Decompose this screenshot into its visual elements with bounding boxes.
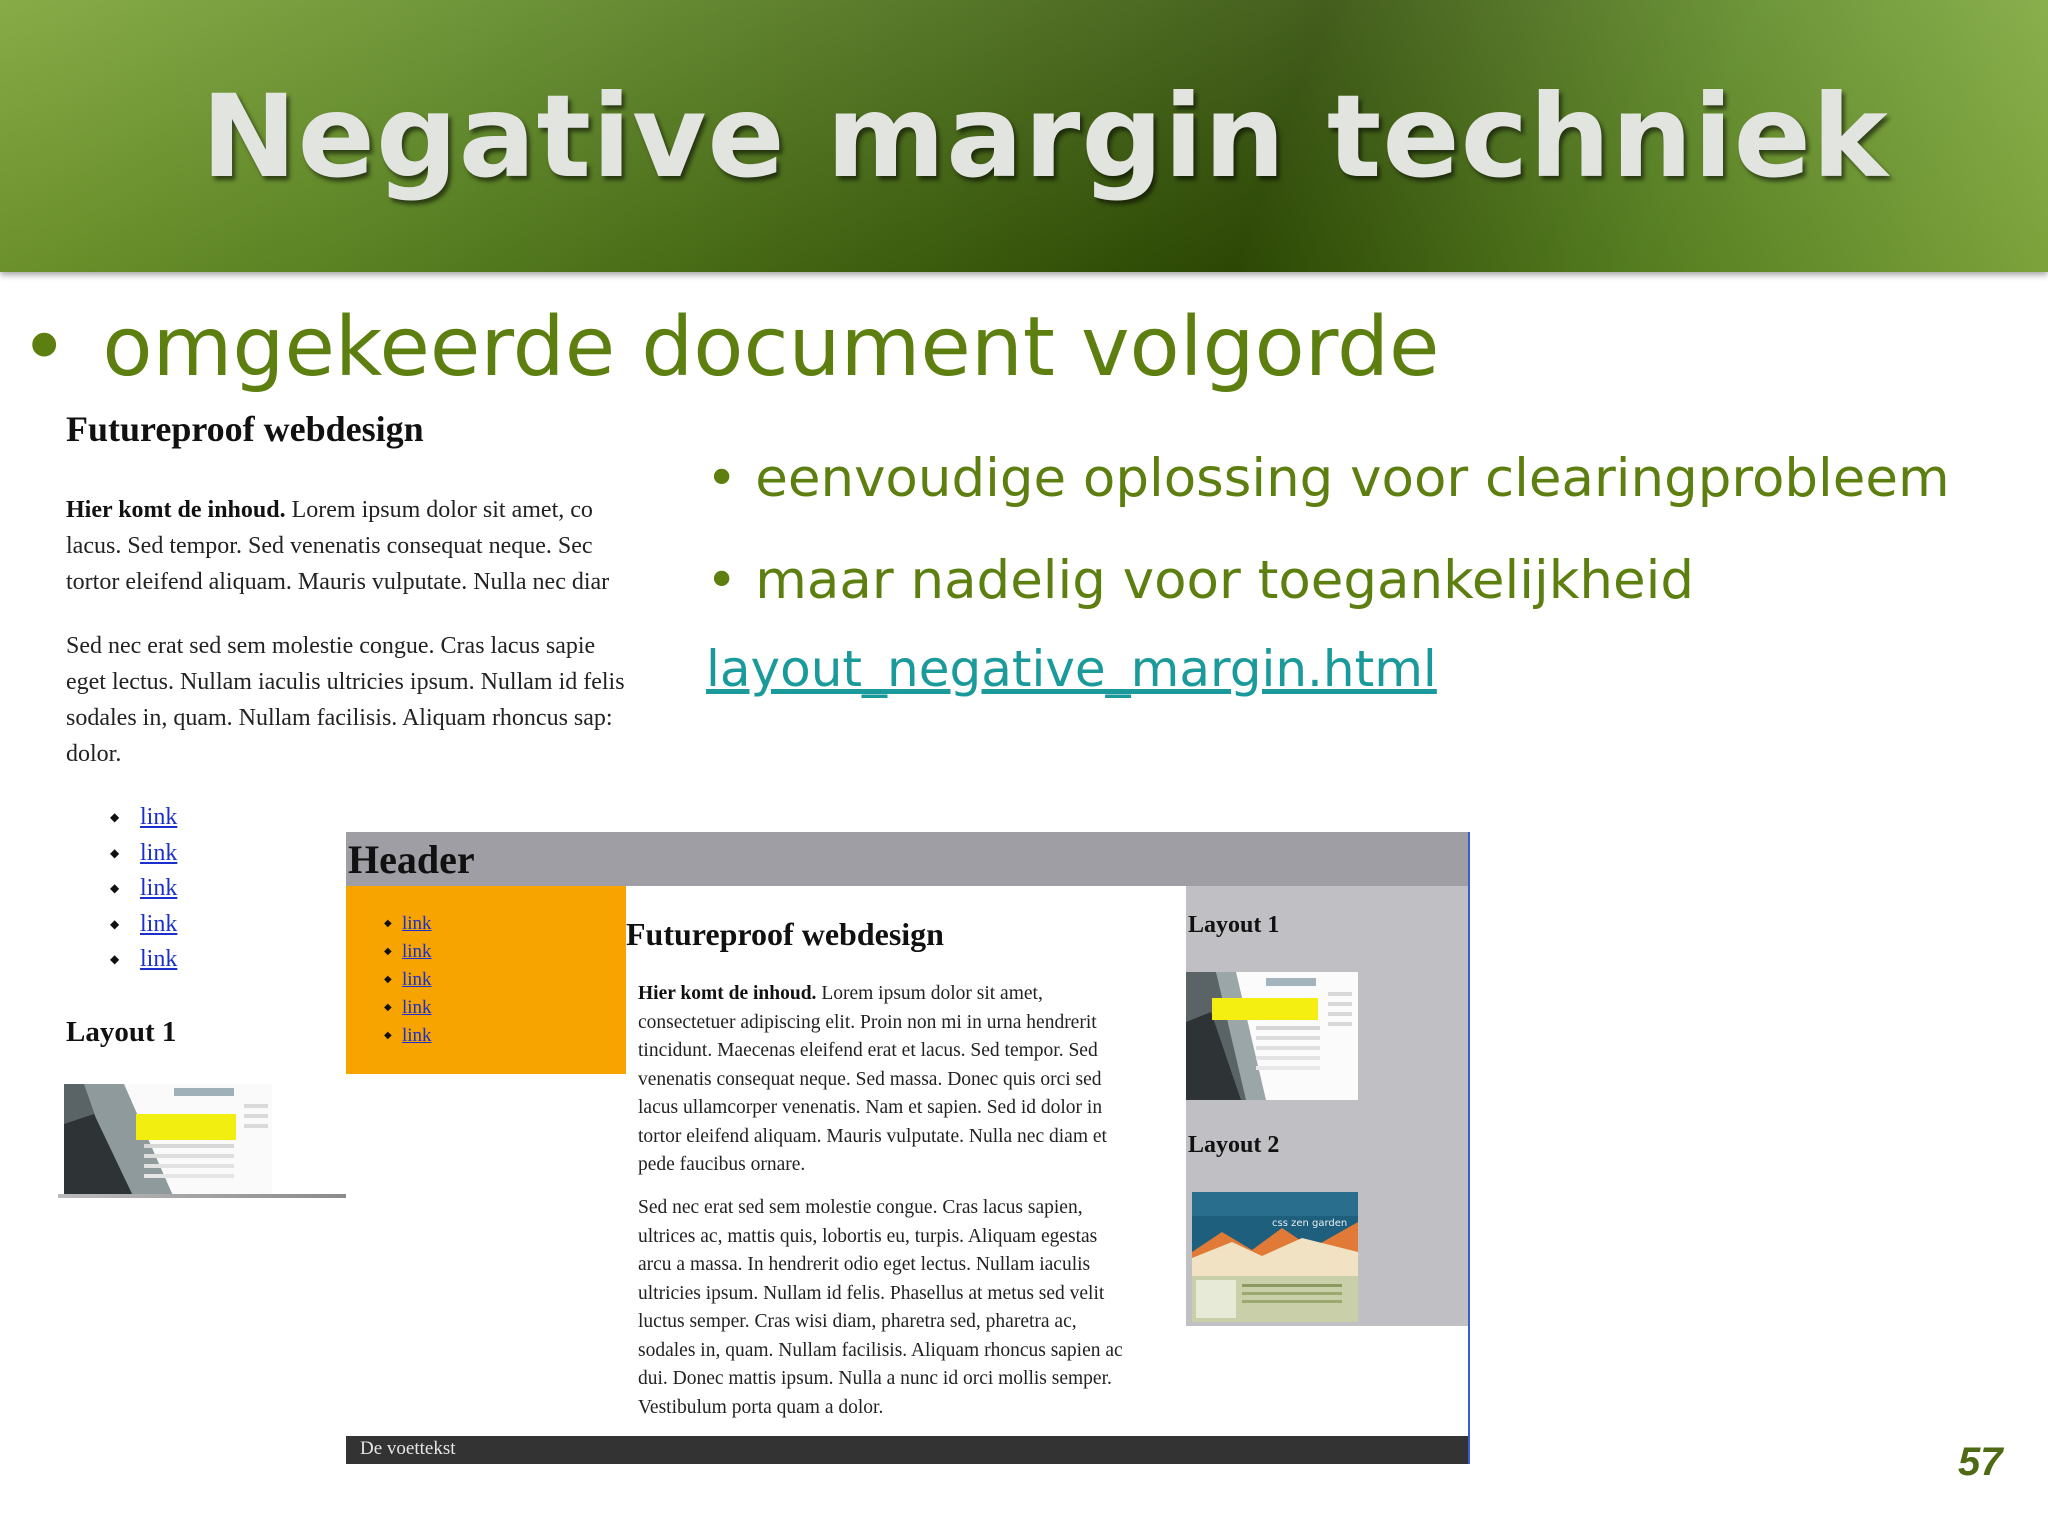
nav-link[interactable]: link bbox=[140, 946, 178, 972]
sidebar-layout2-graphic bbox=[1192, 1192, 1358, 1322]
list-item bbox=[110, 907, 177, 943]
styled-nav bbox=[346, 886, 626, 1074]
unstyled-para1-line3: tortor eleifend aliquam. Mauris vulputate. Nulla nec diar bbox=[66, 569, 610, 595]
nav-link[interactable]: link bbox=[140, 839, 178, 866]
styled-para2-line7: dui. Donec mattis ipsum. Nulla a nunc id orci mollis semper. bbox=[638, 1368, 1112, 1389]
sub-bullet-2-text: maar nadelig voor toegankelijkheid bbox=[755, 550, 1694, 611]
sub-bullet-2 bbox=[706, 550, 1694, 611]
nav-link[interactable]: link bbox=[402, 969, 432, 990]
styled-footer-text: De voettekst bbox=[360, 1438, 456, 1459]
zen-garden-caption: css zen garden bbox=[1272, 1218, 1348, 1229]
styled-content-heading: Futureproof webdesign bbox=[626, 916, 944, 952]
styled-para1-line1 bbox=[638, 980, 1178, 1009]
list-item bbox=[384, 938, 432, 966]
slide-title: Negative margin techniek bbox=[201, 70, 1889, 203]
sidebar-layout1-thumbnail[interactable] bbox=[1186, 972, 1358, 1100]
styled-para2-line8: Vestibulum porta quam a dolor. bbox=[638, 1396, 884, 1418]
list-item bbox=[384, 910, 432, 938]
list-item bbox=[110, 836, 177, 872]
nav-link[interactable]: link bbox=[402, 941, 432, 962]
main-bullet bbox=[20, 300, 1439, 395]
styled-sidebar bbox=[1186, 886, 1468, 1326]
list-item bbox=[384, 966, 432, 994]
styled-para2-line5: luctus semper. Cras wisi diam, pharetra sed, pharetra ac, bbox=[638, 1311, 1077, 1332]
styled-para1-bold: Hier komt de inhoud. bbox=[638, 983, 817, 1004]
nav-link[interactable]: link bbox=[402, 913, 432, 934]
page-number: 57 bbox=[1958, 1440, 2003, 1484]
list-item bbox=[110, 942, 177, 978]
bullet-glyph: • bbox=[706, 550, 738, 611]
list-item bbox=[110, 871, 177, 907]
styled-para2-line3: arcu a massa. In hendrerit odio eget lectus. Nullam iaculis bbox=[638, 1254, 1091, 1275]
unstyled-para1-bold: Hier komt de inhoud. bbox=[66, 497, 286, 523]
styled-para2-line2: ultrices ac, mattis quis, lobortis eu, turpis. Aliquam egestas bbox=[638, 1225, 1098, 1247]
sidebar-layout2-thumbnail[interactable] bbox=[1192, 1192, 1358, 1322]
sidebar-layout1-graphic bbox=[1186, 972, 1358, 1100]
styled-para2-line1: Sed nec erat sed sem molestie congue. Cras lacus sapien, bbox=[638, 1197, 1083, 1218]
nav-link[interactable]: link bbox=[402, 997, 432, 1018]
sidebar-layout1-heading: Layout 1 bbox=[1188, 912, 1280, 938]
styled-para1-line7: pede faucibus ornare. bbox=[638, 1154, 806, 1175]
unstyled-para2-line1: Sed nec erat sed sem molestie congue. Cras lacus sapie bbox=[66, 633, 596, 659]
nav-link[interactable]: link bbox=[402, 1025, 432, 1046]
main-bullet-text: omgekeerde document volgorde bbox=[102, 300, 1440, 395]
unstyled-para2-line3: sodales in, quam. Nullam facilisis. Aliquam rhoncus sap: bbox=[66, 705, 613, 731]
styled-para1-line3: tincidunt. Maecenas eleifend erat et lacus. Sed tempor. Sed bbox=[638, 1040, 1098, 1061]
unstyled-link-list bbox=[110, 800, 177, 978]
styled-footer bbox=[346, 1436, 1468, 1464]
unstyled-para1-text: Lorem ipsum dolor sit amet, co bbox=[285, 497, 593, 523]
list-item bbox=[110, 800, 177, 836]
styled-para1-line6: tortor eleifend aliquam. Mauris vulputate. Nulla nec diam et bbox=[638, 1125, 1107, 1147]
unstyled-heading: Futureproof webdesign bbox=[66, 409, 424, 449]
unstyled-para1-line1 bbox=[66, 492, 593, 528]
styled-header bbox=[346, 832, 1468, 886]
bullet-glyph: • bbox=[706, 448, 738, 509]
unstyled-para2-line2: eget lectus. Nullam iaculis ultricies ipsum. Nullam id felis bbox=[66, 669, 625, 695]
styled-para2-line6: sodales in, quam. Nullam facilisis. Aliquam rhoncus sapien ac bbox=[638, 1339, 1123, 1361]
styled-page-screenshot bbox=[346, 832, 1470, 1464]
styled-para1-line4: venenatis consequat neque. Sed massa. Donec quis orci sed bbox=[638, 1068, 1102, 1090]
nav-link[interactable]: link bbox=[140, 804, 178, 830]
unstyled-para1-line2: lacus. Sed tempor. Sed venenatis consequat neque. Sec bbox=[66, 533, 593, 559]
styled-header-title: Header bbox=[348, 837, 475, 882]
example-file-link[interactable]: layout_negative_margin.html bbox=[706, 640, 1437, 698]
nav-link[interactable]: link bbox=[140, 910, 178, 937]
bullet-glyph: • bbox=[20, 300, 69, 395]
sidebar-layout2-heading: Layout 2 bbox=[1188, 1132, 1280, 1158]
list-item bbox=[384, 1022, 432, 1050]
styled-nav-list bbox=[384, 910, 432, 1050]
unstyled-para2-line4: dolor. bbox=[66, 741, 122, 767]
sub-bullet-1-text: eenvoudige oplossing voor clearingprobleem bbox=[755, 448, 1950, 509]
sub-bullet-1 bbox=[706, 448, 1950, 509]
layout1-thumbnail-graphic bbox=[64, 1084, 272, 1198]
title-banner bbox=[0, 0, 2048, 272]
styled-para1-line5: lacus ullamcorper venenatis. Nam et sapien. Sed id dolor in bbox=[638, 1097, 1103, 1118]
styled-para1-text: Lorem ipsum dolor sit amet, bbox=[816, 983, 1043, 1004]
styled-para2-line4: ultricies ipsum. Nullam id felis. Phasellus at metus sed velit bbox=[638, 1282, 1105, 1304]
styled-para1-line2: consectetuer adipiscing elit. Proin non mi in urna hendrerit bbox=[638, 1011, 1097, 1033]
layout1-thumbnail[interactable] bbox=[64, 1084, 272, 1198]
unstyled-layout-heading: Layout 1 bbox=[66, 1016, 177, 1048]
thumbnail-divider bbox=[58, 1194, 348, 1198]
nav-link[interactable]: link bbox=[140, 875, 178, 901]
list-item bbox=[384, 994, 432, 1022]
